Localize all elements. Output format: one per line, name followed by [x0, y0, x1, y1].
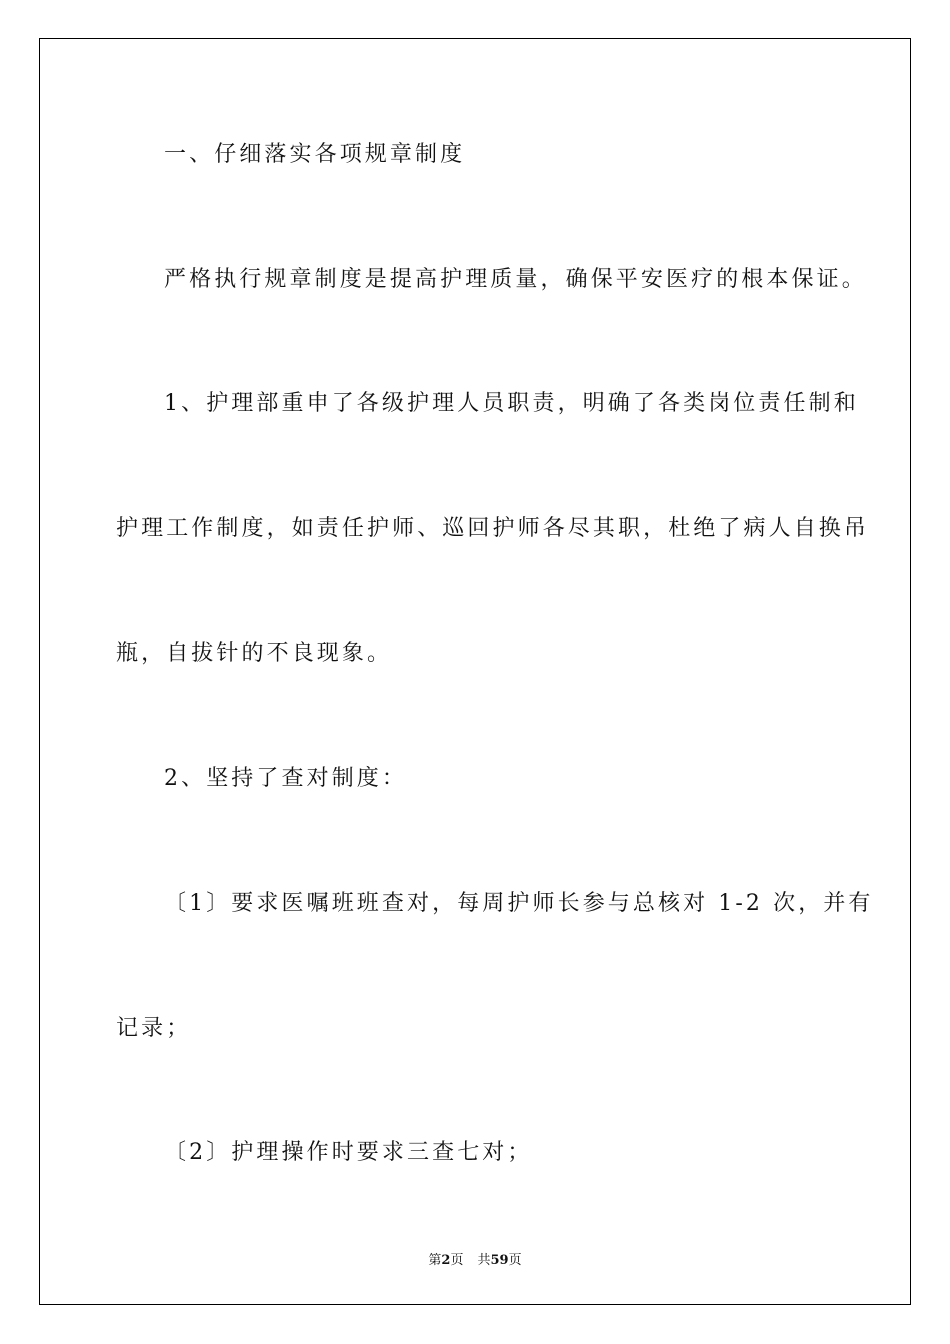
current-page-number: 2 — [441, 1253, 451, 1268]
paragraph-line: 护理工作制度，如责任护师、巡回护师各尽其职，杜绝了病人自换吊 — [116, 516, 870, 541]
footer-total-suffix: 页 — [508, 1253, 522, 1268]
total-pages-number: 59 — [490, 1253, 509, 1268]
paragraph-line: 瓶，自拔针的不良现象。 — [116, 641, 393, 666]
paragraph-line: 严格执行规章制度是提高护理质量，确保平安医疗的根本保证。 — [164, 267, 867, 292]
paragraph-line: 记录； — [116, 1016, 192, 1041]
paragraph-line: 〔2〕护理操作时要求三查七对； — [164, 1140, 533, 1165]
footer-total-prefix: 共 — [477, 1253, 491, 1268]
section-heading: 一、仔细落实各项规章制度 — [164, 142, 466, 167]
page-border — [39, 38, 911, 1305]
footer-prefix: 第 — [428, 1253, 442, 1268]
footer-page-unit: 页 — [450, 1253, 464, 1268]
paragraph-line: 1、护理部重申了各级护理人员职责，明确了各类岗位责任制和 — [164, 391, 859, 416]
page-footer — [0, 1249, 950, 1268]
paragraph-line: 〔1〕要求医嘱班班查对，每周护师长参与总核对 1-2 次，并有 — [164, 891, 874, 916]
paragraph-line: 2、坚持了查对制度： — [164, 766, 407, 791]
